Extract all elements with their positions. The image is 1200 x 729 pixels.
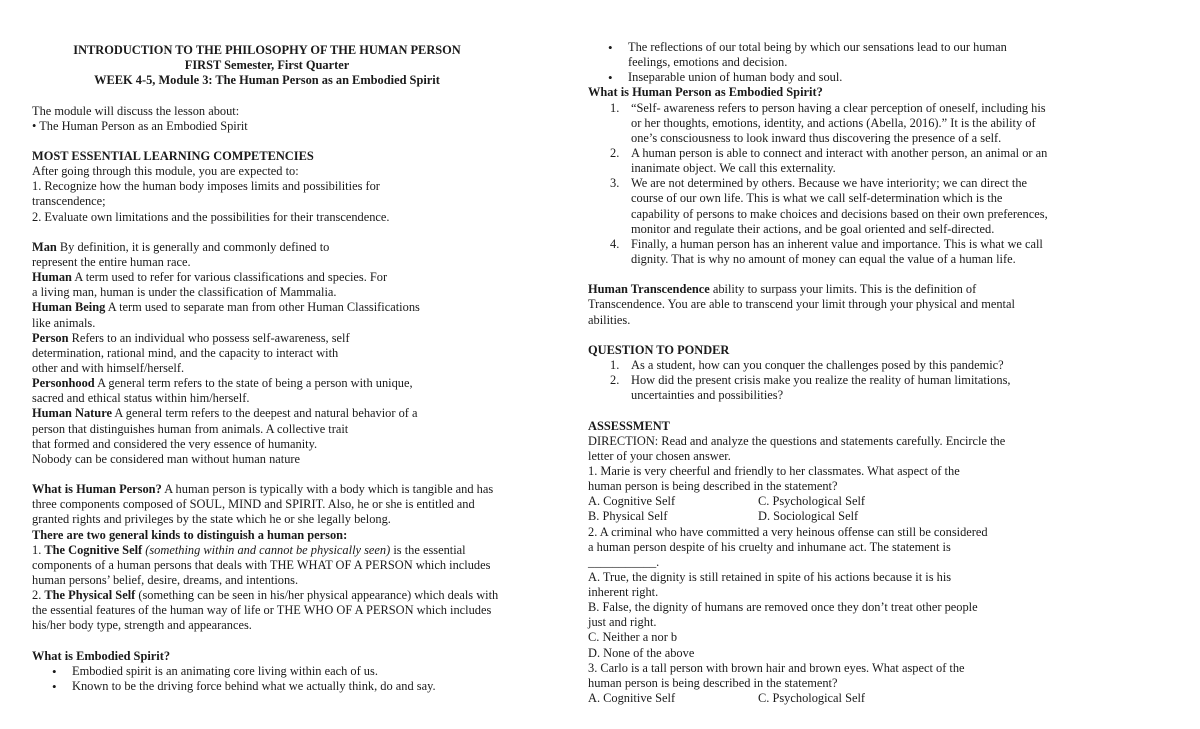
embodied-bullet: • Embodied spirit is an animating core living within each of us. bbox=[32, 664, 572, 679]
assessment-text: D. None of the above bbox=[588, 645, 695, 660]
assessment-text: 3. Carlo is a tall person with brown hair and brown eyes. What aspect of the bbox=[588, 660, 965, 675]
assessment-text: A. True, the dignity is still retained in spite of his actions because it is his bbox=[588, 569, 952, 584]
left-column bbox=[32, 0, 572, 694]
choice: A. Cognitive Self bbox=[588, 691, 676, 706]
definition-text: A term used to refer for various classifications and species. For bbox=[71, 270, 388, 285]
definition-term: Human Nature bbox=[32, 406, 112, 421]
intro-line: The module will discuss the lesson about: bbox=[32, 103, 240, 118]
choice: C. Psychological Self bbox=[758, 494, 866, 509]
choice: B. Physical Self bbox=[588, 509, 668, 524]
numbered-item bbox=[588, 101, 1178, 146]
definition-text: sacred and ethical status within him/herself. bbox=[32, 391, 250, 406]
intro-topic: • The Human Person as an Embodied Spirit bbox=[32, 118, 248, 133]
numbered-item bbox=[588, 237, 1178, 267]
choice: D. Sociological Self bbox=[758, 509, 859, 524]
assessment-text: a human person despite of his cruelty and inhumane act. The statement is bbox=[588, 539, 951, 554]
transcendence-term: Human Transcendence bbox=[588, 282, 710, 297]
module-header bbox=[32, 43, 502, 88]
definition-text: A general term refers to the deepest and natural behavior of a bbox=[111, 406, 418, 421]
physical-text: the essential features of the human way of life or THE WHO OF A PERSON which includes bbox=[32, 603, 492, 618]
definition-personhood bbox=[32, 376, 572, 406]
definition-text: A term used to separate man from other Human Classifications bbox=[105, 300, 420, 315]
human-person-heading: What is Human Person? bbox=[32, 482, 162, 497]
physical-text: (something can be seen in his/her physical appearance) which deals with bbox=[135, 588, 499, 603]
item-text: A human person is able to connect and interact with another person, an animal or an bbox=[631, 145, 1048, 160]
numbered-item bbox=[588, 176, 1178, 237]
physical-number: 2. bbox=[32, 588, 45, 603]
item-text: “Self- awareness refers to person having a clear perception of oneself, including his bbox=[631, 100, 1046, 115]
transcendence-text: Transcendence. You are able to transcend your limit through your physical and mental bbox=[588, 297, 1015, 312]
definition-human-being bbox=[32, 300, 572, 330]
bullet-text: feelings, emotions and decision. bbox=[628, 55, 788, 70]
assessment-text: human person is being described in the statement? bbox=[588, 479, 838, 494]
person-embodied-heading: What is Human Person as Embodied Spirit? bbox=[588, 85, 823, 100]
assessment-text: DIRECTION: Read and analyze the questions and statements carefully. Encircle the bbox=[588, 433, 1006, 448]
definition-term: Personhood bbox=[32, 376, 95, 391]
definition-text: Refers to an individual who possess self-awareness, self bbox=[68, 330, 350, 345]
transcendence-text: ability to surpass your limits. This is the definition of bbox=[709, 282, 977, 297]
definition-text: determination, rational mind, and the capacity to interact with bbox=[32, 345, 339, 360]
choice: C. Psychological Self bbox=[758, 691, 866, 706]
answer-choices bbox=[588, 691, 1178, 706]
cognitive-number: 1. bbox=[32, 542, 45, 557]
definition-term: Man bbox=[32, 239, 57, 254]
physical-term: The Physical Self bbox=[44, 588, 136, 603]
definition-text: person that distinguishes human from animals. A collective trait bbox=[32, 421, 349, 436]
assessment-text: 2. A criminal who have committed a very heinous offense can still be considered bbox=[588, 524, 988, 539]
definition-text: Nobody can be considered man without human nature bbox=[32, 451, 301, 466]
semester-line: FIRST Semester, First Quarter bbox=[184, 58, 350, 73]
definition-text: that formed and considered the very essence of humanity. bbox=[32, 436, 318, 451]
choice: A. Cognitive Self bbox=[588, 494, 676, 509]
definition-text: By definition, it is generally and commonly defined to bbox=[56, 239, 330, 254]
cognitive-note: (something within and cannot be physically seen) bbox=[142, 542, 391, 557]
item-number: 1. bbox=[610, 357, 620, 372]
assessment-text: just and right. bbox=[588, 615, 657, 630]
competency-line: 1. Recognize how the human body imposes limits and possibilities for bbox=[32, 179, 380, 194]
item-text: one’s consciousness to look inward thus discovering the presence of a self. bbox=[631, 130, 1002, 145]
bullet-text: • The reflections of our total being by which our sensations lead to our human bbox=[628, 40, 1007, 54]
assessment-heading: ASSESSMENT bbox=[588, 418, 670, 433]
assessment-text: inherent right. bbox=[588, 585, 659, 600]
item-text: How did the present crisis make you realize the reality of human limitations, bbox=[631, 373, 1011, 388]
numbered-item bbox=[588, 358, 1178, 373]
item-text: monitor and regulate their actions, and be goal oriented and self-directed. bbox=[631, 221, 995, 236]
definition-human bbox=[32, 270, 572, 300]
definition-person bbox=[32, 331, 572, 376]
definition-text: represent the entire human race. bbox=[32, 254, 191, 269]
item-number: 3. bbox=[610, 176, 620, 191]
item-text: uncertainties and possibilities? bbox=[631, 388, 784, 403]
numbered-item bbox=[588, 146, 1178, 176]
human-person-text: three components composed of SOUL, MIND and SPIRIT. Also, he or she is entitled and bbox=[32, 497, 475, 512]
item-text: As a student, how can you conquer the challenges posed by this pandemic? bbox=[631, 357, 1004, 372]
right-column bbox=[588, 0, 1178, 706]
assessment-text: B. False, the dignity of humans are removed once they don’t treat other people bbox=[588, 600, 978, 615]
definition-text: a living man, human is under the classification of Mammalia. bbox=[32, 285, 337, 300]
item-text: or her thoughts, emotions, identity, and actions (Abella, 2016).” It is the ability of bbox=[631, 115, 1036, 130]
ponder-heading: QUESTION TO PONDER bbox=[588, 342, 730, 357]
competency-line: After going through this module, you are expected to: bbox=[32, 164, 299, 179]
answer-choices bbox=[588, 494, 1178, 509]
competencies-heading: MOST ESSENTIAL LEARNING COMPETENCIES bbox=[32, 148, 314, 163]
definition-human-nature bbox=[32, 406, 572, 467]
item-number: 2. bbox=[610, 145, 620, 160]
item-text: inanimate object. We call this externality. bbox=[631, 161, 836, 176]
embodied-bullet: • Known to be the driving force behind what we actually think, do and say. bbox=[32, 679, 572, 694]
course-title: INTRODUCTION TO THE PHILOSOPHY OF THE HUMAN PERSON bbox=[73, 43, 461, 57]
assessment-text: human person is being described in the statement? bbox=[588, 675, 838, 690]
embodied-bullet bbox=[588, 70, 1178, 85]
physical-text: his/her body type, strength and appearances. bbox=[32, 618, 252, 633]
embodied-bullet bbox=[588, 40, 1178, 70]
human-person-text: granted rights and privileges by the state which he or she legally belong. bbox=[32, 512, 391, 527]
competency-line: transcendence; bbox=[32, 194, 106, 209]
definition-term: Human Being bbox=[32, 300, 106, 315]
assessment-text: 1. Marie is very cheerful and friendly to her classmates. What aspect of the bbox=[588, 463, 960, 478]
transcendence-text: abilities. bbox=[588, 312, 631, 327]
item-number: 1. bbox=[610, 100, 620, 115]
embodied-heading: What is Embodied Spirit? bbox=[32, 648, 171, 663]
item-number: 4. bbox=[610, 236, 620, 251]
item-text: course of our own life. This is what we call self-determination which is the bbox=[631, 191, 1003, 206]
item-text: We are not determined by others. Because we have interiority; we can direct the bbox=[631, 176, 1028, 191]
numbered-item bbox=[588, 373, 1178, 403]
human-person-section bbox=[32, 482, 572, 633]
definition-man bbox=[32, 240, 572, 270]
definition-term: Person bbox=[32, 330, 69, 345]
item-number: 2. bbox=[610, 373, 620, 388]
definition-text: like animals. bbox=[32, 315, 96, 330]
cognitive-text: components of a human persons that deals with THE WHAT OF A PERSON which includes bbox=[32, 557, 491, 572]
item-text: dignity. That is why no amount of money can equal the value of a human life. bbox=[631, 251, 1016, 266]
kinds-heading: There are two general kinds to distinguish a human person: bbox=[32, 527, 348, 542]
assessment-text: ___________. bbox=[588, 554, 660, 569]
definition-text: A general term refers to the state of being a person with unique, bbox=[94, 376, 413, 391]
assessment-text: C. Neither a nor b bbox=[588, 630, 678, 645]
assessment-text: letter of your chosen answer. bbox=[588, 448, 731, 463]
week-line: WEEK 4-5, Module 3: The Human Person as an Embodied Spirit bbox=[94, 73, 440, 88]
answer-choices bbox=[588, 509, 1178, 524]
item-text: Finally, a human person has an inherent value and importance. This is what we call bbox=[631, 236, 1043, 251]
cognitive-text: human persons’ belief, desire, dreams, and intentions. bbox=[32, 572, 299, 587]
definition-text: other and with himself/herself. bbox=[32, 360, 185, 375]
cognitive-term: The Cognitive Self bbox=[44, 542, 143, 557]
definition-term: Human bbox=[32, 270, 72, 285]
competency-line: 2. Evaluate own limitations and the possibilities for their transcendence. bbox=[32, 209, 390, 224]
bullet-text: • Inseparable union of human body and soul. bbox=[628, 70, 843, 85]
item-text: capability of persons to make choices and decisions based on their own preferences, bbox=[631, 206, 1048, 221]
human-person-text: A human person is typically with a body which is tangible and has bbox=[161, 482, 494, 497]
cognitive-text: is the essential bbox=[390, 542, 466, 557]
